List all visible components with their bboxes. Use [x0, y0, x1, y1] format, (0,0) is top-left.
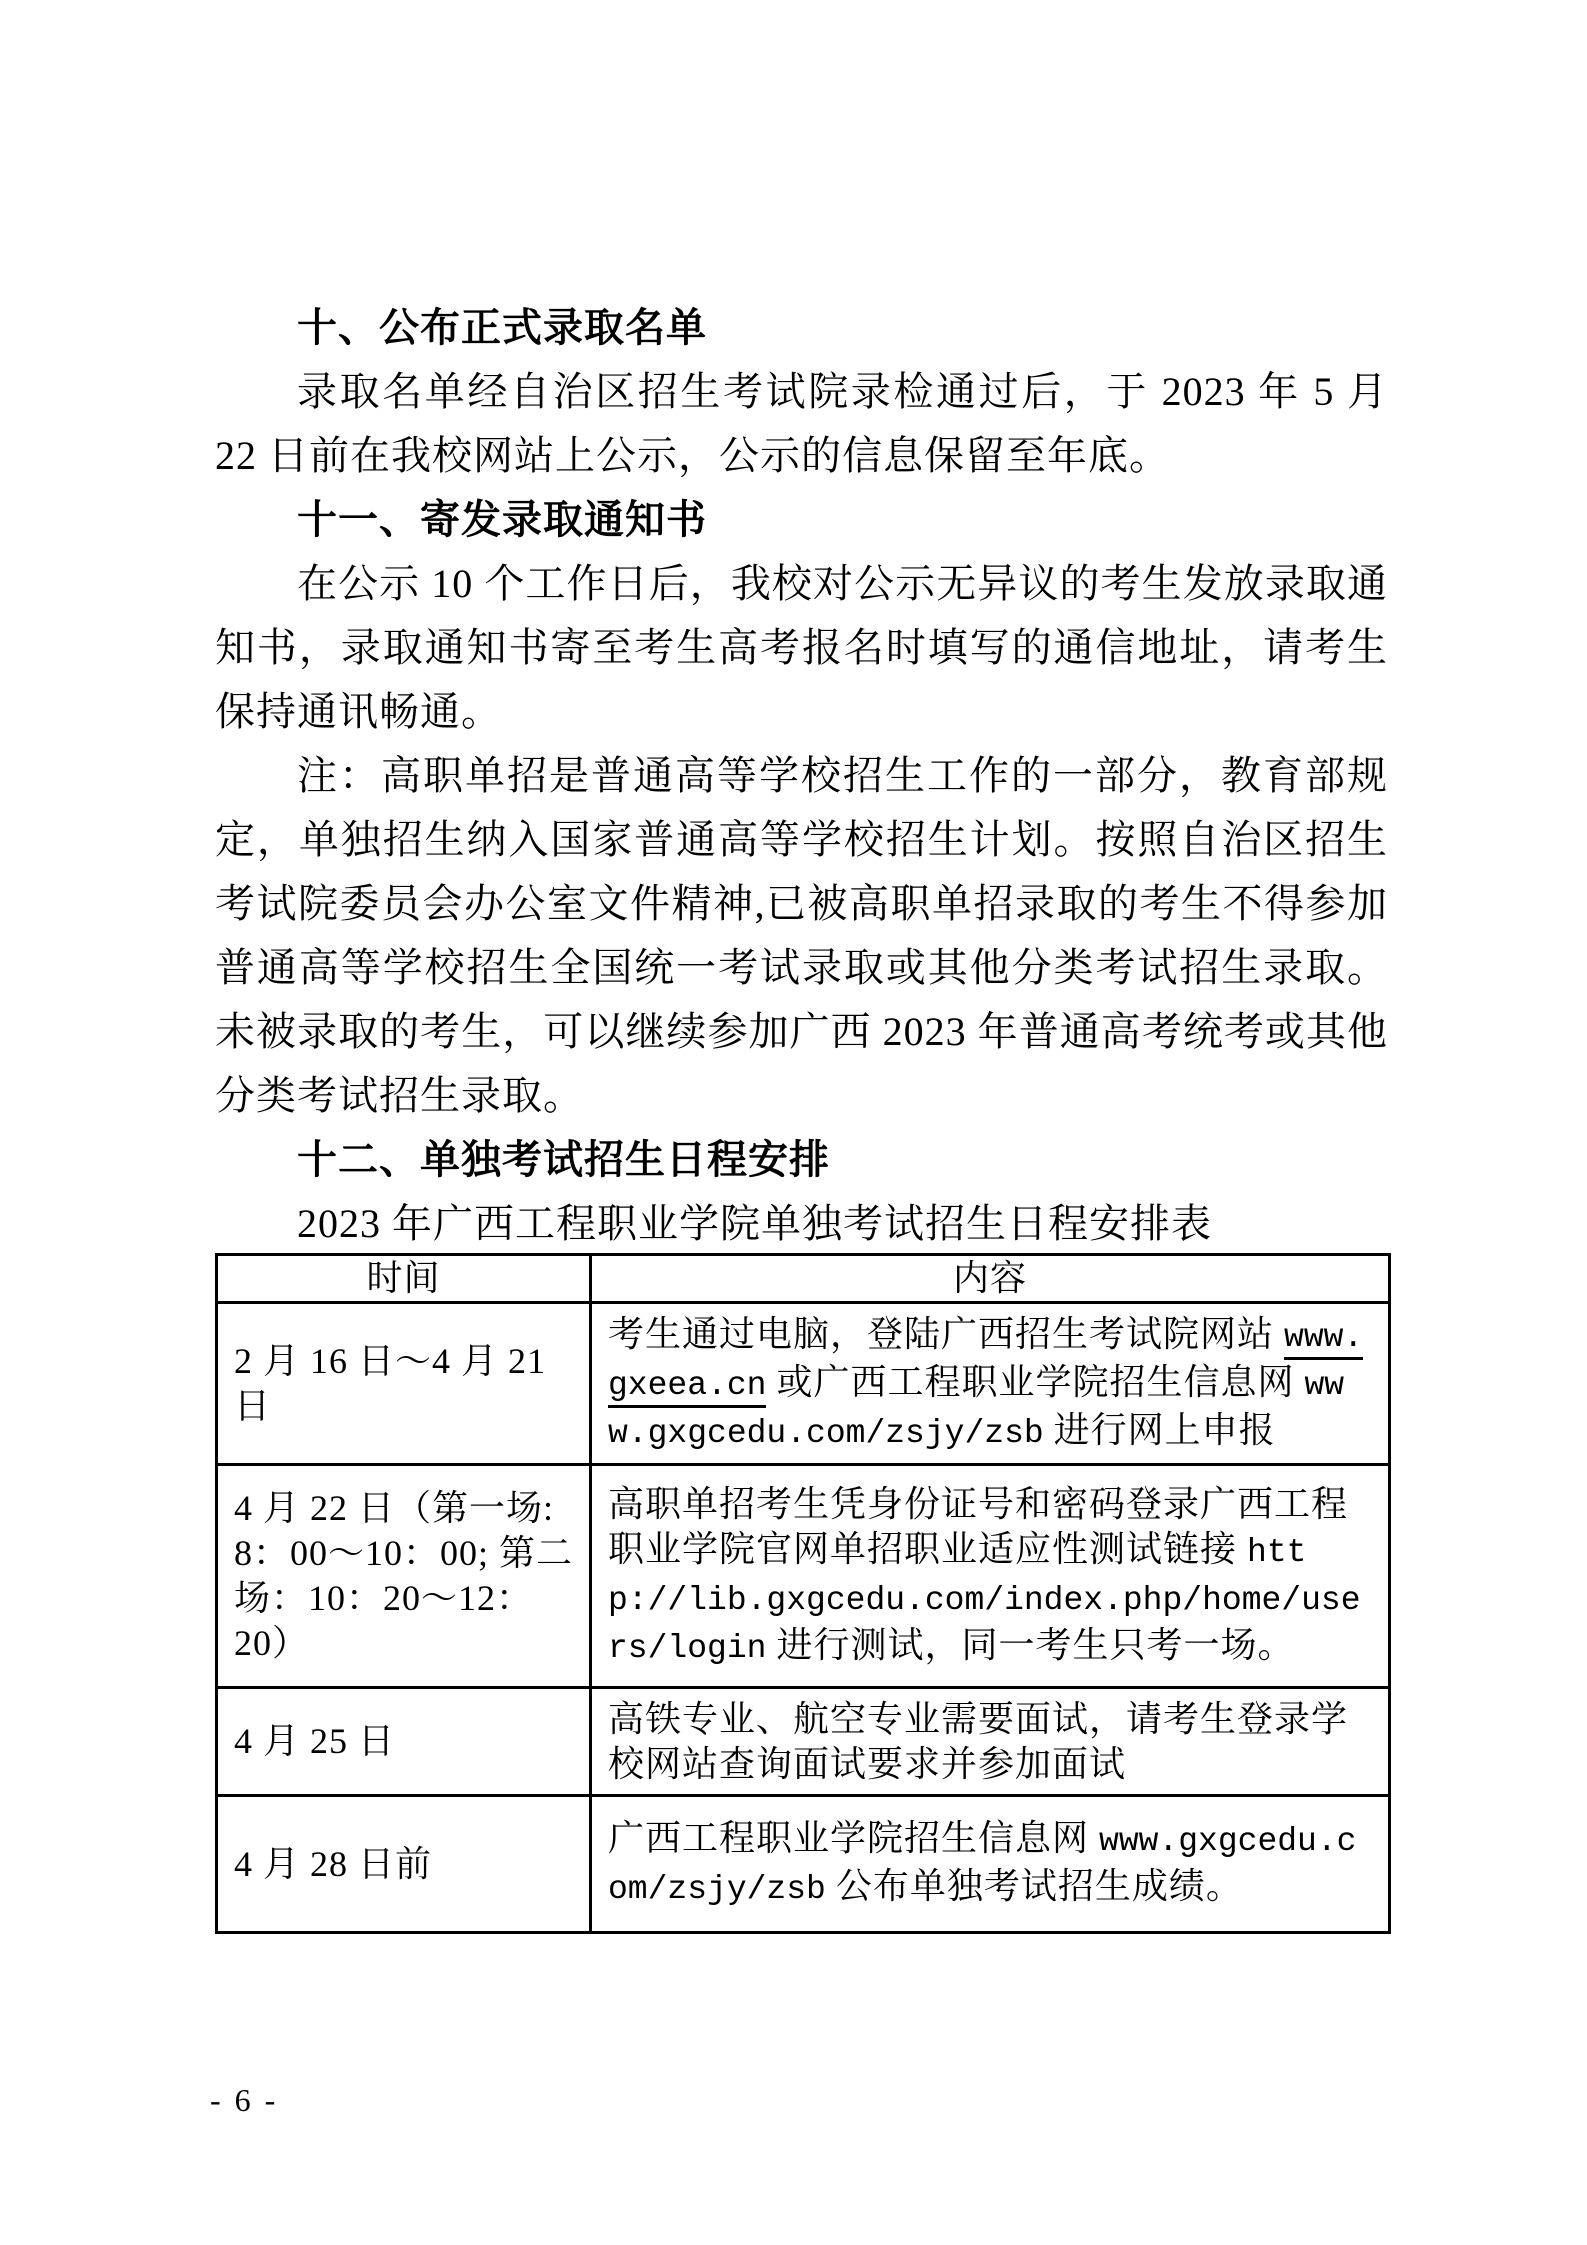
schedule-time-cell: 4 月 25 日: [217, 1688, 591, 1796]
cell-text: 进行网上申报: [1043, 1409, 1276, 1450]
table-row: [217, 1688, 1390, 1796]
table-caption: 2023 年广西工程职业学院单独考试招生日程安排表: [297, 1201, 1212, 1246]
paragraph: 在公示 10 个工作日后，我校对公示无异议的考生发放录取通知书，录取通知书寄至考生高考报名时填写的通信地址，请考生保持通讯畅通。: [215, 561, 1388, 734]
url-text: www.gxgcedu.com/zsjy/zsb: [608, 1366, 1345, 1452]
table-header-row: [217, 1255, 1390, 1303]
schedule-content-cell: [591, 1465, 1390, 1688]
schedule-time-cell: 4 月 28 日前: [217, 1796, 591, 1933]
cell-text: 考生通过电脑，登陆广西招生考试院网站: [608, 1313, 1285, 1354]
cell-text: 公布单独考试招生成绩。: [825, 1866, 1243, 1906]
schedule-table: [215, 1253, 1391, 1934]
schedule-content-cell: [591, 1303, 1390, 1465]
section-heading-10: 十、公布正式录取名单: [297, 306, 707, 350]
cell-text: 高职单招考生凭身份证号和密码登录广西工程职业学院官网单招职业适应性测试链接: [608, 1483, 1349, 1569]
url-text: http://lib.gxgcedu.com/index.php/home/users/login: [608, 1533, 1361, 1667]
schedule-time-cell: 2 月 16 日～4 月 21 日: [217, 1303, 591, 1465]
schedule-time-cell: 4 月 22 日（第一场: 8：00～10：00; 第二场：10：20～12：20）: [217, 1465, 591, 1688]
url-text: www.gxgcedu.com/zsjy/zsb: [608, 1823, 1357, 1908]
schedule-content-cell: [591, 1796, 1390, 1933]
table-header-time: 时间: [217, 1255, 591, 1303]
cell-text: 高铁专业、航空专业需要面试，请考生登录学校网站查询面试要求并参加面试: [608, 1698, 1349, 1784]
schedule-content-cell: [591, 1688, 1390, 1796]
schedule-section-block: [215, 1128, 1388, 1256]
table-row: [217, 1796, 1390, 1933]
paragraph-note: 注：高职单招是普通高等学校招生工作的一部分，教育部规定，单独招生纳入国家普通高等学校招生计划。按照自治区招生考试院委员会办公室文件精神,已被高职单招录取的考生不得参加普通高等学校招生全国统一考试录取或其他分类考试招生录取。未被录取的考生，可以继续参加广西 2023 年普通高考统考或其他分类考试招生录取。: [215, 753, 1388, 1118]
cell-text: 或广西工程职业学院招生信息网: [766, 1361, 1305, 1402]
body-text-block: [215, 296, 1388, 1128]
paragraph: 录取名单经自治区招生考试院录检通过后，于 2023 年 5 月 22 日前在我校网站上公示，公示的信息保留至年底。: [215, 369, 1388, 478]
table-header-content: 内容: [591, 1255, 1390, 1303]
section-announce-admission-list: [215, 296, 1388, 488]
hyperlink-text[interactable]: www.gxeea.cn: [608, 1319, 1363, 1408]
page-number: - 6 -: [210, 2082, 279, 2118]
section-exam-schedule: [215, 1128, 1388, 1256]
cell-text: 进行测试，同一考生只考一场。: [766, 1624, 1295, 1665]
cell-text: 广西工程职业学院招生信息网: [608, 1818, 1100, 1858]
table-row: [217, 1465, 1390, 1688]
section-heading-12: 十二、单独考试招生日程安排: [297, 1138, 830, 1182]
table-row: [217, 1303, 1390, 1465]
section-send-admission-notice: [215, 488, 1388, 1128]
section-heading-11: 十一、寄发录取通知书: [297, 498, 707, 542]
